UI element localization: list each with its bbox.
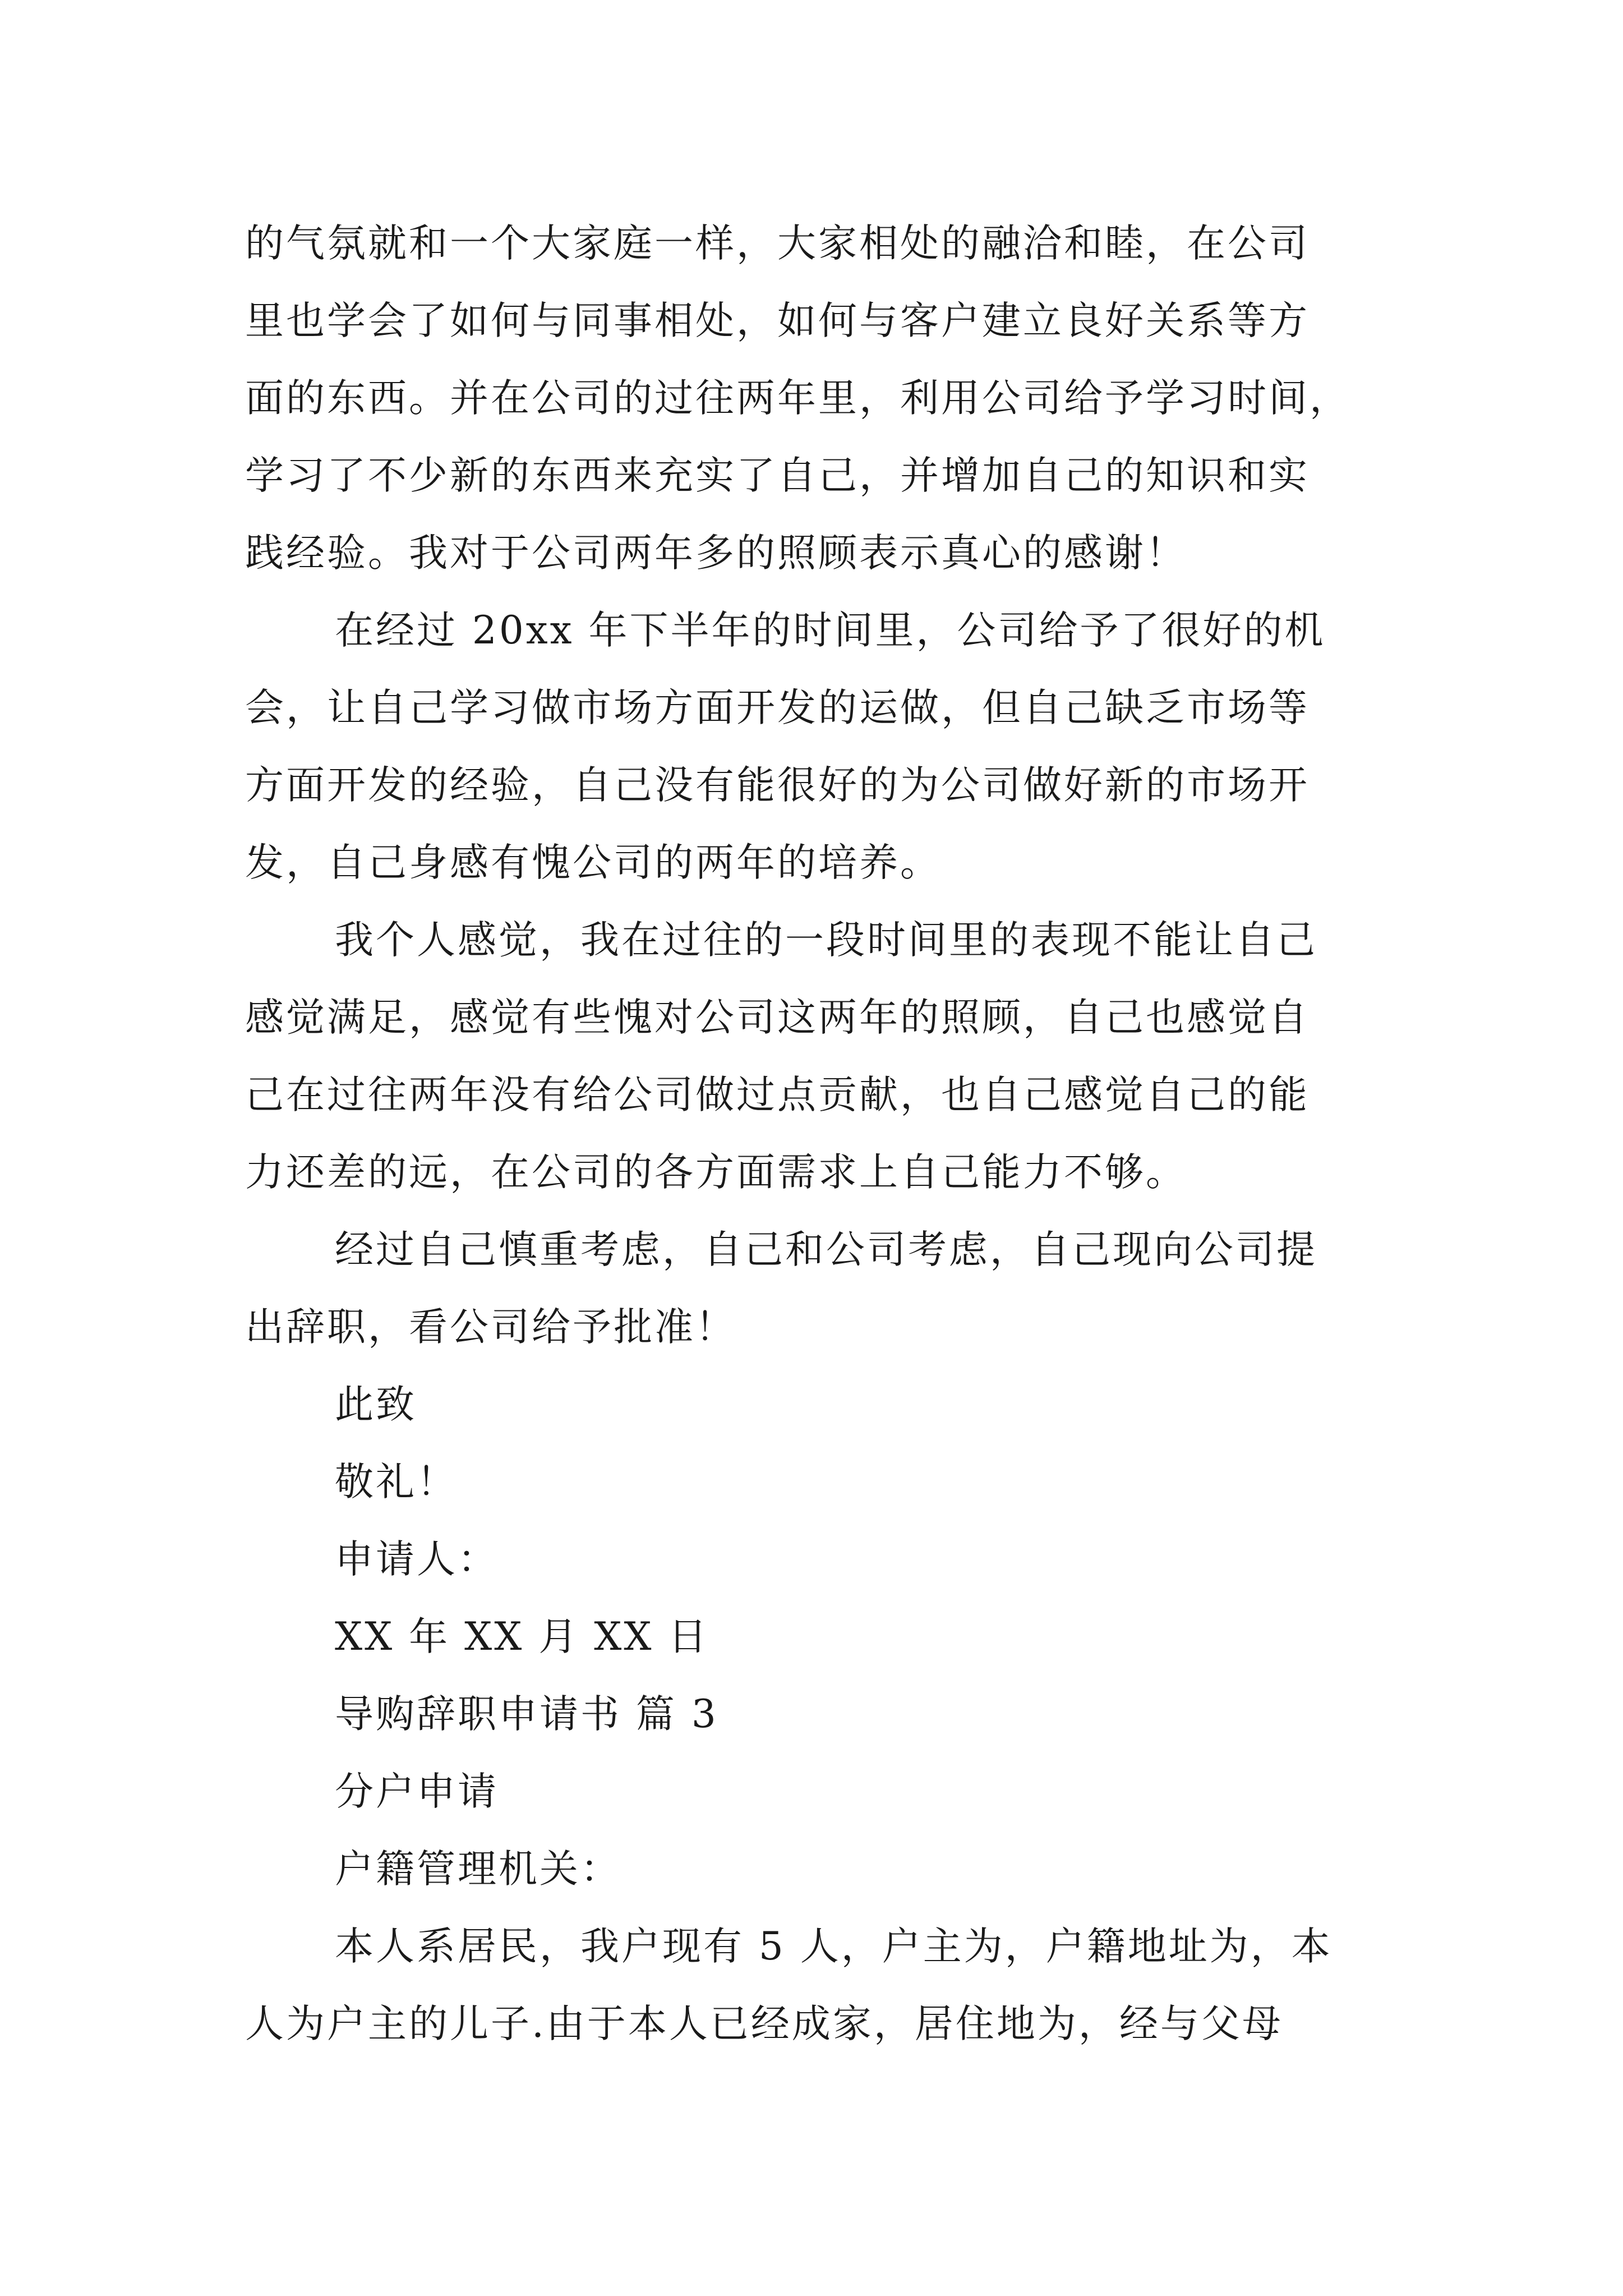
document-body (245, 205, 1384, 2063)
text-line: 学习了不少新的东西来充实了自己，并增加自己的知识和实 (245, 453, 1310, 498)
text-line: 出辞职，看公司给予批准！ (245, 1305, 736, 1350)
text-line: 申请人： (335, 1537, 499, 1582)
text-line: 户籍管理机关： (335, 1847, 621, 1892)
text-line: 方面开发的经验，自己没有能很好的为公司做好新的市场开 (245, 763, 1310, 808)
text-line: 分户申请 (335, 1769, 499, 1814)
text-line: 经过自己慎重考虑，自己和公司考虑，自己现向公司提 (335, 1227, 1317, 1272)
text-line: 导购辞职申请书 篇 3 (335, 1692, 718, 1737)
text-line: 的气氛就和一个大家庭一样，大家相处的融洽和睦，在公司 (245, 221, 1310, 266)
text-line: 践经验。我对于公司两年多的照顾表示真心的感谢！ (245, 531, 1187, 576)
text-line: 里也学会了如何与同事相处，如何与客户建立良好关系等方 (245, 298, 1310, 343)
text-line: 在经过 20xx 年下半年的时间里，公司给予了很好的机 (335, 608, 1326, 653)
text-line: 发，自己身感有愧公司的两年的培养。 (245, 840, 941, 885)
text-line: 本人系居民，我户现有 5 人，户主为，户籍地址为，本 (335, 1924, 1332, 1969)
text-line: 感觉满足，感觉有些愧对公司这两年的照顾，自己也感觉自 (245, 995, 1310, 1040)
text-line: 此致 (335, 1382, 417, 1427)
text-line: 我个人感觉，我在过往的一段时间里的表现不能让自己 (335, 918, 1317, 963)
text-line: 力还差的远，在公司的各方面需求上自己能力不够。 (245, 1150, 1187, 1195)
text-line: 人为户主的儿子.由于本人已经成家，居住地为，经与父母 (245, 2001, 1283, 2046)
text-line: 己在过往两年没有给公司做过点贡献，也自己感觉自己的能 (245, 1073, 1310, 1117)
text-line: 面的东西。并在公司的过往两年里，利用公司给予学习时间， (245, 376, 1350, 421)
text-line: 敬礼！ (335, 1460, 458, 1504)
text-line: XX 年 XX 月 XX 日 (335, 1614, 709, 1659)
text-line: 会，让自己学习做市场方面开发的运做，但自己缺乏市场等 (245, 685, 1310, 730)
